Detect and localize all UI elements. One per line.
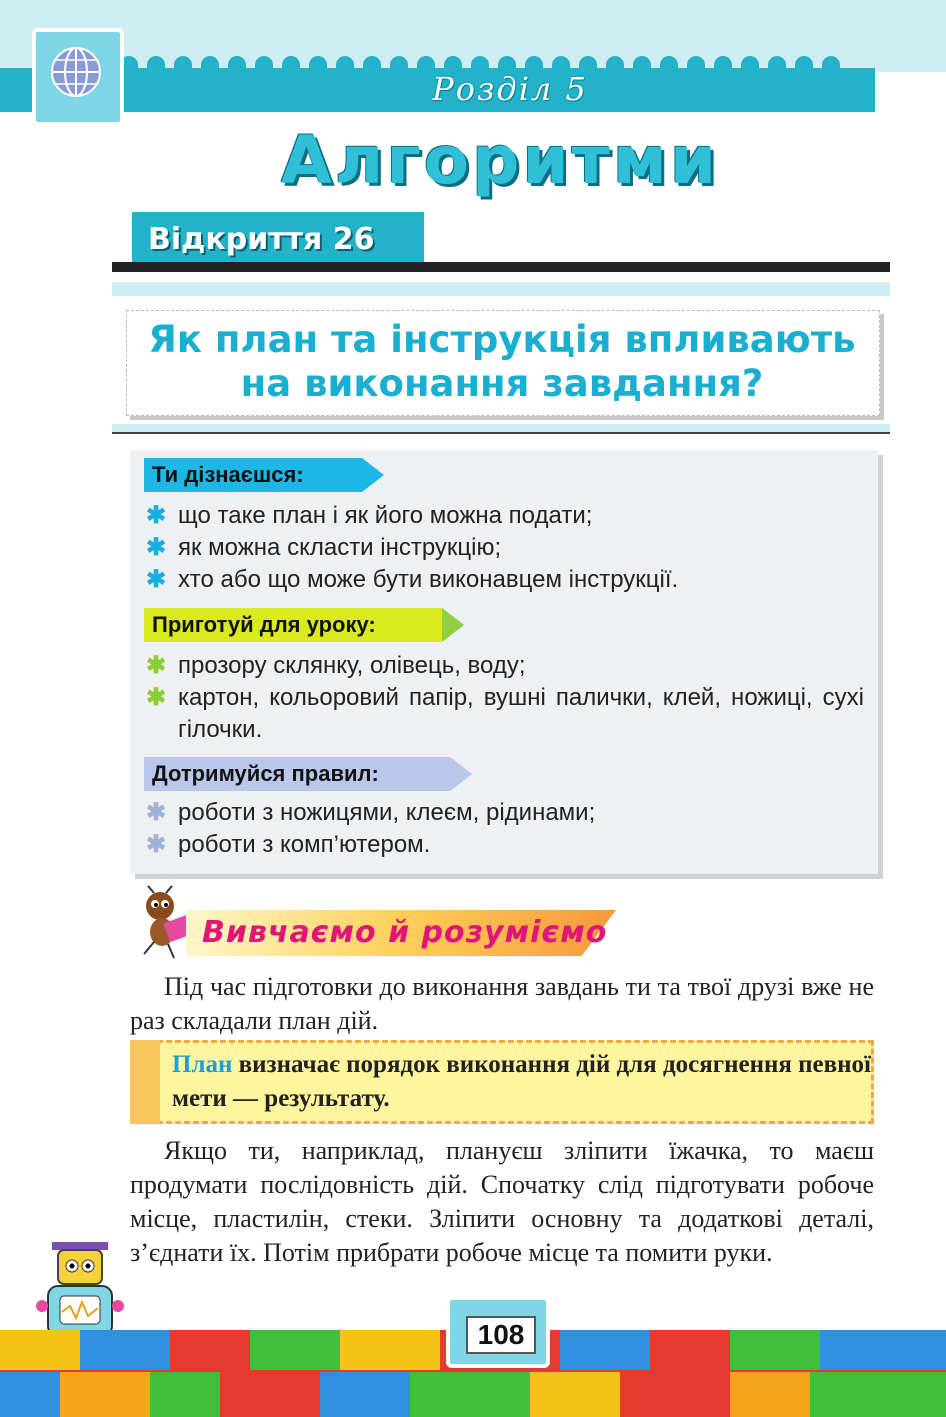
list-item: ✱ картон, кольоровий папір, вушні палички, клей, ножиці, сухі гілочки. [146, 684, 864, 743]
asterisk-icon: ✱ [146, 799, 167, 826]
discovery-label: Відкриття 26 [148, 222, 375, 257]
definition-text [172, 1048, 872, 1116]
globe-icon [48, 44, 104, 100]
question-line-2: на виконання завдання? [240, 362, 764, 405]
list-item: ✱ що таке план і як його можна подати; [144, 500, 864, 532]
asterisk-icon: ✱ [146, 831, 167, 858]
definition-body: визначає порядок виконання дій для досягнення певної мети — результату. [172, 1051, 872, 1112]
asterisk-icon: ✱ [146, 566, 167, 593]
learn-heading: Ти дізнаєшся: [144, 458, 362, 492]
prepare-heading: Приготуй для уроку: [144, 608, 442, 642]
body-paragraph: Якщо ти, наприклад, плануєш зліпити їжачка, то маєш продумати послідовність дій. Спочатку слід підготувати робоче місце, пластилін, стеки. Зліпити основну та додаткові деталі, з’єднати їх. Потім прибрати робоче місце та помити руки. [130, 1136, 874, 1267]
prepare-list [144, 650, 864, 746]
chapter-title: Алгоритми [280, 122, 720, 199]
list-item: ✱ хто або що може бути виконавцем інструкції. [144, 564, 864, 596]
chapter-label: Розділ 5 [432, 70, 588, 108]
learn-list [144, 500, 864, 596]
list-item: ✱ прозору склянку, олівець, воду; [144, 650, 864, 682]
list-item: ✱ роботи з комп’ютером. [144, 829, 864, 861]
divider-bottom [112, 424, 890, 434]
rules-heading: Дотримуйся правил: [144, 757, 450, 791]
body-paragraph: Під час підготовки до виконання завдань ти та твої друзі вже не раз складали план дій. [130, 972, 874, 1035]
definition-term: План [172, 1051, 233, 1078]
asterisk-icon: ✱ [146, 652, 167, 679]
definition-strip [130, 1040, 160, 1124]
list-item: ✱ роботи з ножицями, клеєм, рідинами; [144, 797, 864, 829]
lesson-question [126, 318, 878, 406]
question-line-1: Як план та інструкція впливають [148, 318, 856, 361]
section-title: Вивчаємо й розуміємо [202, 915, 608, 950]
asterisk-icon: ✱ [146, 502, 167, 529]
list-item: ✱ як можна скласти інструкцію; [144, 532, 864, 564]
asterisk-icon: ✱ [146, 684, 167, 711]
divider-top [112, 262, 890, 272]
rules-list [144, 797, 864, 861]
page-number: 108 [466, 1316, 536, 1354]
divider-band [112, 282, 890, 296]
asterisk-icon: ✱ [146, 534, 167, 561]
